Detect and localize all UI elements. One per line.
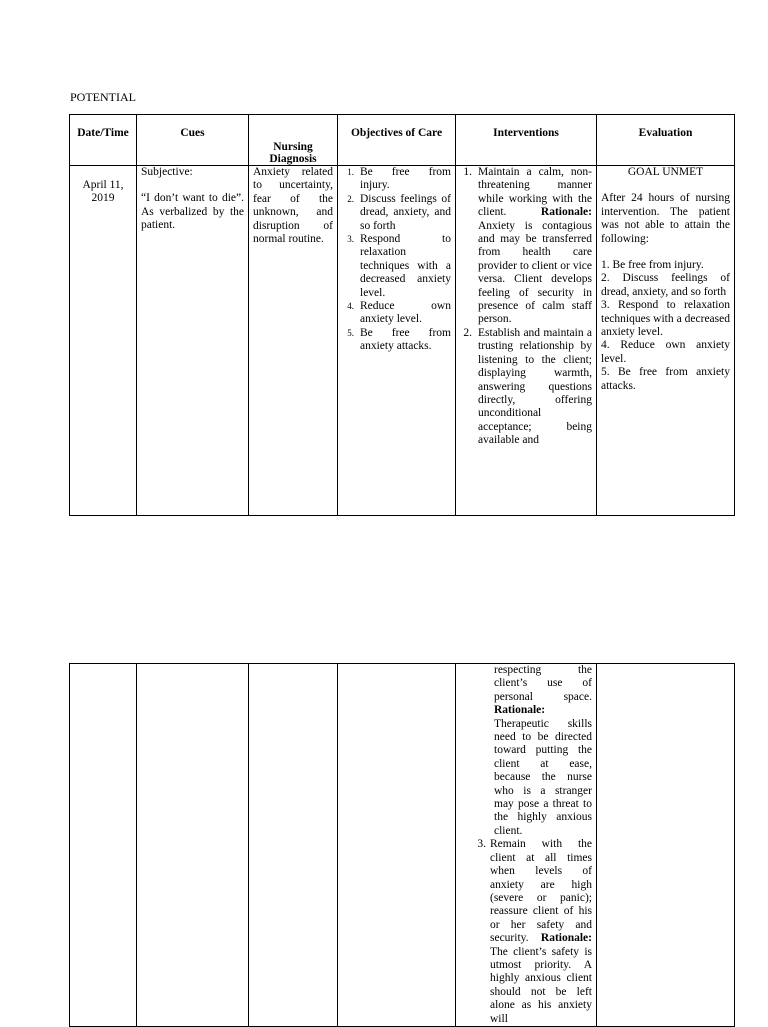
intervention-text: Establish and maintain a trusting relationship by listening to the client; displaying warmth, answering questions directly, offering unconditional acceptance; being available and [478,326,592,447]
section-label: POTENTIAL [70,90,136,104]
rationale-label: Rationale: [494,704,546,717]
table-row [70,166,735,516]
list-item: 3. Respond to relaxation techniques with a decreased anxiety level. [347,233,451,299]
evaluation-item: 5. Be free from anxiety attacks. [601,366,730,392]
header-nursing-diagnosis: Nursing Diagnosis [249,115,338,166]
diagnosis-cell [249,664,338,1027]
evaluation-cell [597,664,735,1027]
diagnosis-cell: Anxiety related to uncertainty, fear of the unknown, and disruption of normal routine. [249,166,338,516]
rationale-label: Rationale: [540,932,592,945]
evaluation-cell [597,166,735,516]
evaluation-status: GOAL UNMET [627,166,704,178]
objectives-list [338,166,455,354]
care-plan-table-continued [69,663,735,1027]
evaluation-item: 1. Be free from injury. [601,259,704,272]
objectives-cell [338,664,456,1027]
evaluation-item: 4. Reduce own anxiety level. [601,339,731,365]
rationale-text: Therapeutic skills need to be directed toward putting the client at ease, because the nurse who is a stranger may pose a threat to the highly anxious client. [494,717,592,837]
evaluation-text: After 24 hours of nursing intervention. The patient was not able to attain the following: [601,192,730,245]
cues-text: “I don’t want to die”. As verbalized by the patient. [141,192,244,232]
header-interventions: Interventions [456,115,597,166]
rationale-text: Anxiety is contagious and may be transferred from health care provider to client or vice versa. Client develops feeling of security in presence of calm staff person. [478,219,592,326]
intervention-text: Maintain a calm, non-threatening manner while working with the client. [478,166,592,219]
objectives-cell [338,166,456,516]
list-item: 3. Remain with the client at all times when levels of anxiety are high (severe or panic); reassure client of his or her safety and security. Rationale: The client’s safety is utmost priority. A highly anxious client should not be left alone as his anxiety will [477,838,592,1025]
date-cell [70,664,137,1027]
date-cell: April 11, 2019 [70,166,137,516]
intervention-text: Remain with the client at all times when levels of anxiety are high (severe or panic); reassure client of his or her safety and security. [490,838,592,945]
header-cues: Cues [137,115,249,166]
care-plan-table [69,114,735,516]
table-row [70,664,735,1027]
evaluation-item: 3. Respond to relaxation techniques with a decreased anxiety level. [601,299,730,339]
list-item: 2. Establish and maintain a trusting relationship by listening to the client; displaying warmth, answering questions directly, offering unconditional acceptance; being available and [463,326,592,447]
list-item: 4. Reduce own anxiety level. [347,300,451,326]
cues-cell [137,166,249,516]
rationale-label: Rationale: [540,206,592,219]
header-objectives: Objectives of Care [338,115,456,166]
interventions-cell [456,166,597,516]
list-item: 1. Maintain a calm, non-threatening manner while working with the client. Rationale: Anxiety is contagious and may be transferred from health care provider to client or vice versa. Client develops feeling of security in presence of calm staff person. [463,166,592,326]
header-date-time: Date/Time [70,115,137,166]
list-item: 5. Be free from anxiety attacks. [347,326,451,353]
interventions-cell [456,664,597,1027]
evaluation-item: 2. Discuss feelings of dread, anxiety, and so forth [601,272,731,298]
cues-cell [137,664,249,1027]
cues-heading: Subjective: [141,166,193,178]
interventions-list [456,166,596,448]
intervention-text: respecting the client’s use of personal space. [494,664,592,703]
list-item: 1. Be free from injury. [347,166,451,192]
rationale-text: The client’s safety is utmost priority. A highly anxious client should not be left alone as his anxiety will [490,945,592,1025]
header-evaluation: Evaluation [597,115,735,166]
interventions-list [456,838,596,1026]
list-item: 2. Discuss feelings of dread, anxiety, and so forth [347,192,451,232]
